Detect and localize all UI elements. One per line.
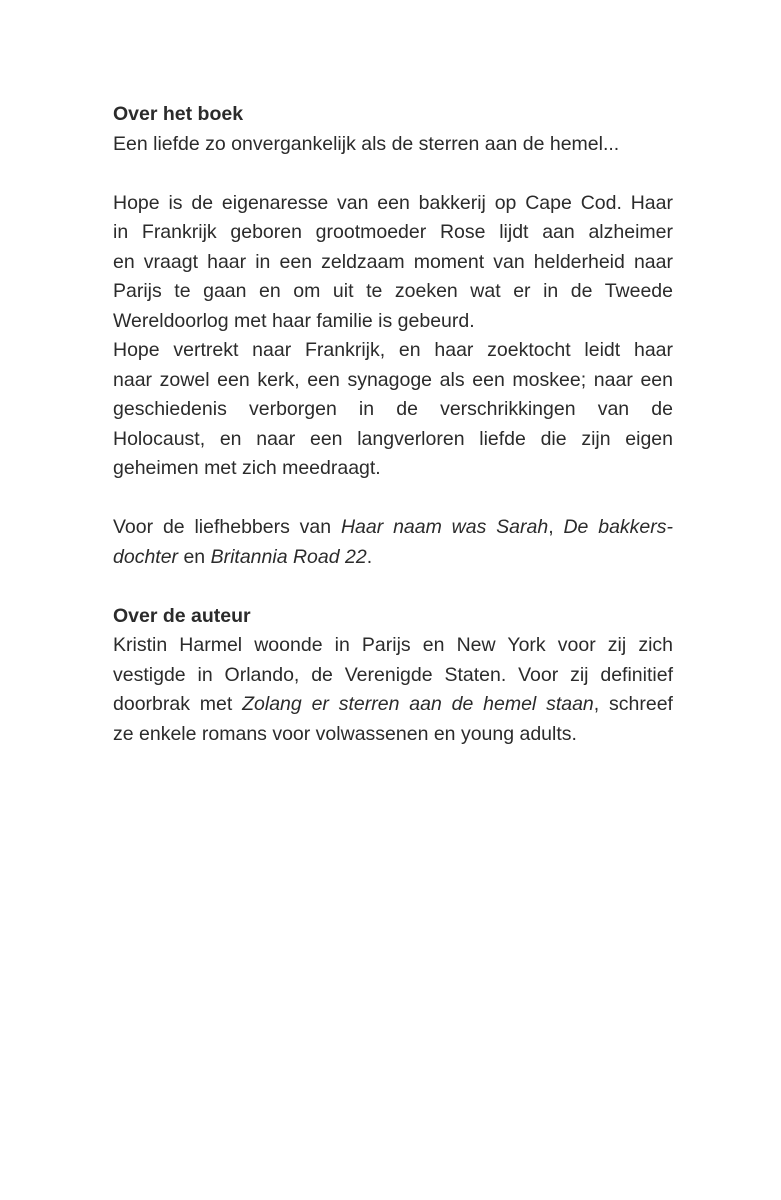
paragraph-line: naar zowel een kerk, een synagoge als een moskee; naar een xyxy=(113,368,673,391)
paragraph-line: in Frankrijk geboren grootmoeder Rose lijdt aan alzheimer xyxy=(113,221,673,243)
paragraph-line: Hope is de eigenaresse van een bakkerij op Cape Cod. Haar xyxy=(113,191,673,214)
spacer xyxy=(113,572,673,602)
author-line: vestigde in Orlando, de Verenigde Staten. Voor zij definitief xyxy=(113,663,673,686)
author-line xyxy=(113,690,673,720)
paragraph-line: Holocaust, en naar een langverloren liefde die zijn eigen xyxy=(113,427,673,450)
paragraph-line: Wereldoorlog met haar familie is gebeurd. xyxy=(113,309,475,332)
separator: en xyxy=(178,545,211,568)
recommendation-intro: Voor de liefhebbers van xyxy=(113,516,341,538)
book-tagline: Een liefde zo onvergankelijk als de sterren aan de hemel... xyxy=(113,132,620,155)
paragraph-line: Parijs te gaan en om uit te zoeken wat er in de Tweede xyxy=(113,280,673,302)
paragraph-line: geheimen met zich meedraagt. xyxy=(113,457,381,479)
separator: , xyxy=(548,516,564,538)
recommended-title-1: Haar naam was Sarah xyxy=(340,516,549,538)
book-title: Zolang er sterren aan de hemel staan xyxy=(242,693,594,715)
author-section-heading: Over de auteur xyxy=(113,604,251,627)
book-section-heading: Over het boek xyxy=(113,103,244,125)
paragraph-line: en vraagt haar in een zeldzaam moment van helderheid naar xyxy=(113,250,673,273)
recommended-title-2-part-2: dochter xyxy=(113,545,179,568)
recommendation-paragraph xyxy=(113,513,673,572)
author-line: ze enkele romans voor volwassenen en young adults. xyxy=(113,722,577,745)
paragraph-line: geschiedenis verborgen in de verschrikkingen van de xyxy=(113,398,673,420)
author-paragraph xyxy=(113,631,673,749)
spacer xyxy=(113,484,673,514)
period: . xyxy=(366,545,373,568)
spacer xyxy=(113,159,673,189)
author-line-text: doorbrak met xyxy=(113,693,243,715)
book-description-paragraph-2 xyxy=(113,336,673,484)
book-back-cover-text xyxy=(113,100,673,749)
recommended-title-3: Britannia Road 22 xyxy=(210,545,367,568)
recommendation-line-1 xyxy=(113,513,673,543)
recommended-title-2-part-1: De bakkers- xyxy=(563,516,673,538)
paragraph-line: Hope vertrekt naar Frankrijk, en haar zoektocht leidt haar xyxy=(113,339,673,361)
author-line-text: , schreef xyxy=(593,693,673,715)
book-description-paragraph-1 xyxy=(113,189,673,337)
recommendation-line-2 xyxy=(113,543,673,573)
author-line: Kristin Harmel woonde in Parijs en New York voor zij zich xyxy=(113,634,673,656)
